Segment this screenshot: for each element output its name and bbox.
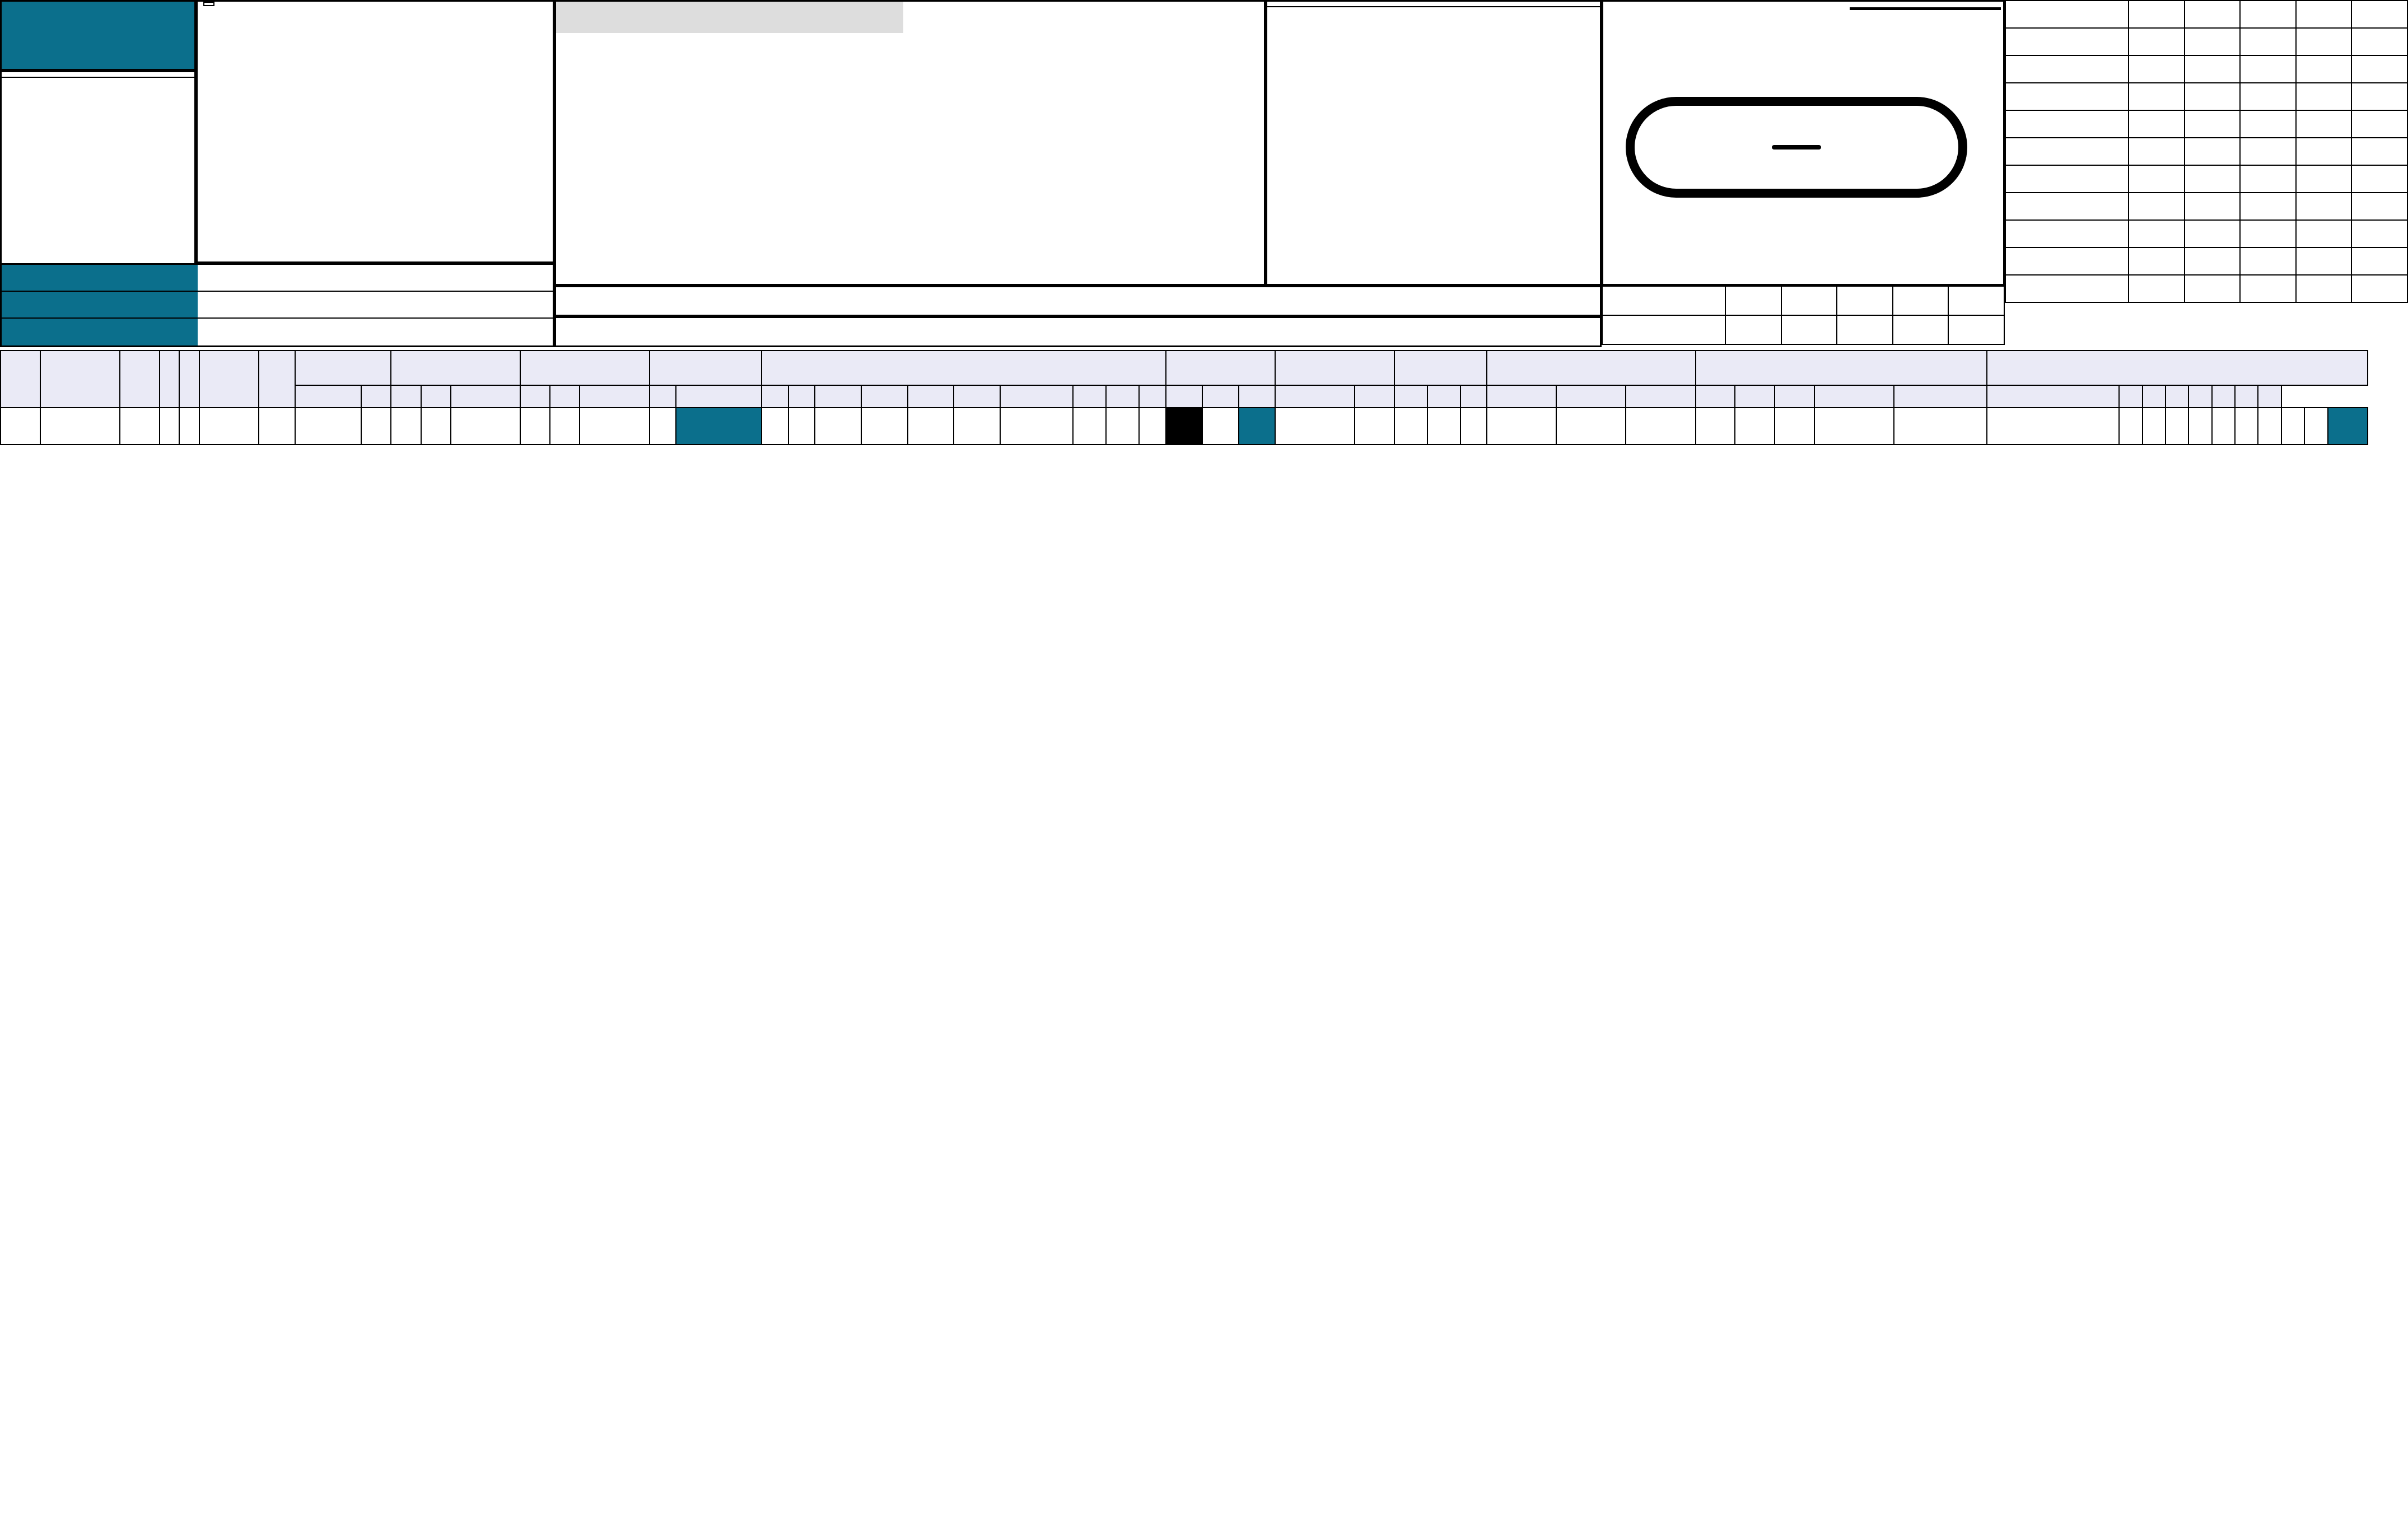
picks-box <box>196 0 554 263</box>
expert-pick <box>2185 275 2241 302</box>
expert-pick <box>1725 315 1781 344</box>
expert-pick <box>2129 220 2185 247</box>
expert-pick <box>2296 247 2352 275</box>
rec-label-1 <box>2 265 198 291</box>
expert-pick <box>2240 55 2296 83</box>
expert-pick <box>2185 55 2241 83</box>
sub-header <box>391 385 421 408</box>
expert-pick <box>2129 138 2185 165</box>
style-icons <box>1267 7 1581 59</box>
target-payout <box>903 2 1264 33</box>
cell- <box>2143 408 2166 445</box>
expert-pick <box>2240 247 2296 275</box>
column-header <box>259 351 295 408</box>
sub-header <box>762 385 788 408</box>
sub-header <box>908 385 954 408</box>
expert-pick <box>2351 275 2407 302</box>
column-header <box>1275 351 1394 385</box>
cell-best <box>1000 408 1073 445</box>
subheader-row <box>1 385 2407 408</box>
expert-row <box>2005 193 2407 220</box>
cell-a2 <box>421 408 451 445</box>
expert-name <box>2005 275 2129 302</box>
target-race-box <box>554 0 1266 286</box>
sub-header <box>1394 385 1427 408</box>
cell-r2 <box>361 408 391 445</box>
cell- <box>762 408 788 445</box>
expert-pick <box>2129 110 2185 138</box>
star-row <box>2 78 194 82</box>
sub-header <box>1202 385 1239 408</box>
expert-pick <box>1948 315 2004 344</box>
column-header <box>40 351 120 408</box>
cell-b1 <box>520 408 550 445</box>
expert-pick <box>2296 165 2352 193</box>
expert-name <box>2005 28 2129 55</box>
cell-c3 <box>1239 408 1275 445</box>
expert-name <box>2005 193 2129 220</box>
expert-pick <box>2351 193 2407 220</box>
expert-name <box>2005 1 2129 28</box>
expert-pick <box>1725 286 1781 315</box>
expert-name <box>2005 247 2129 275</box>
expert-pick <box>2296 220 2352 247</box>
expert-row <box>2005 110 2407 138</box>
sub-header <box>676 385 762 408</box>
expert-pick <box>2185 247 2241 275</box>
cell-name <box>40 408 120 445</box>
cell- <box>1775 408 1814 445</box>
sub-header <box>1894 385 1987 408</box>
track-oval <box>1626 97 1967 198</box>
sub-header <box>1000 385 1073 408</box>
expert-pick <box>2129 275 2185 302</box>
cell- <box>2328 408 2368 445</box>
cell-r1 <box>295 408 361 445</box>
expert-pick <box>2351 28 2407 55</box>
sub-header <box>954 385 1000 408</box>
expert-pick <box>2185 110 2241 138</box>
table-row <box>1 408 2407 445</box>
track-distance-label <box>1772 145 1821 150</box>
main-table <box>0 350 2408 445</box>
cell- <box>1275 408 1355 445</box>
sub-header <box>1987 385 2119 408</box>
cell-c1 <box>1166 408 1202 445</box>
cell- <box>861 408 908 445</box>
main-grid <box>0 350 2408 944</box>
sub-header <box>1355 385 1394 408</box>
sub-header <box>861 385 908 408</box>
sub-header <box>1487 385 1556 408</box>
expert-pick <box>2296 83 2352 110</box>
expert-pick <box>2296 28 2352 55</box>
expert-pick <box>1837 286 1893 315</box>
expert-row <box>1602 315 2004 344</box>
cell-wt <box>1106 408 1139 445</box>
cell-a1 <box>391 408 421 445</box>
sub-header <box>2166 385 2188 408</box>
expert-pick <box>2351 1 2407 28</box>
expert-row <box>2005 220 2407 247</box>
sub-header <box>451 385 520 408</box>
expert-pick <box>1948 286 2004 315</box>
expert-pick <box>2240 28 2296 55</box>
cell-b2 <box>550 408 580 445</box>
expert-pick <box>2129 193 2185 220</box>
column-header <box>295 351 391 385</box>
expert-pick <box>2296 193 2352 220</box>
high-dividend <box>198 2 553 6</box>
sub-header <box>2188 385 2211 408</box>
rec-row-3 <box>2 319 553 345</box>
cell- <box>2166 408 2188 445</box>
expert-pick <box>1781 286 1837 315</box>
expert-pick <box>2351 165 2407 193</box>
cell- <box>788 408 815 445</box>
cell-f1 <box>1394 408 1427 445</box>
expert-pick <box>2240 193 2296 220</box>
cell- <box>2258 408 2281 445</box>
expert-pick <box>2296 110 2352 138</box>
expert-name <box>2005 83 2129 110</box>
cell-s1f <box>676 408 762 445</box>
cell-sex <box>160 408 179 445</box>
cell- <box>954 408 1000 445</box>
target-race-text <box>563 38 1268 194</box>
target-race-title <box>556 2 903 33</box>
expert-pick <box>1837 315 1893 344</box>
cell-age <box>179 408 199 445</box>
expert-pick <box>2129 1 2185 28</box>
rec-label-2 <box>2 292 198 317</box>
sub-header <box>1073 385 1106 408</box>
expert-row <box>2005 83 2407 110</box>
expert-pick <box>2185 165 2241 193</box>
sub-header <box>295 385 361 408</box>
pace-row <box>554 316 1602 347</box>
expert-pick <box>2185 28 2241 55</box>
expert-name <box>2005 220 2129 247</box>
experts-box <box>2005 0 2408 347</box>
expert-pick <box>2351 55 2407 83</box>
cell-jockey <box>120 408 160 445</box>
expert-pick <box>1893 315 1949 344</box>
cell-f3 <box>1460 408 1487 445</box>
expert-pick <box>2240 83 2296 110</box>
rec-rows <box>0 263 554 347</box>
cell- <box>1987 408 2119 445</box>
sub-header <box>1166 385 1202 408</box>
column-header <box>650 351 762 385</box>
column-header <box>1696 351 1987 385</box>
expert-pick <box>2351 83 2407 110</box>
expert-pick <box>2185 220 2241 247</box>
sub-header <box>1626 385 1695 408</box>
style-box <box>1266 0 1602 286</box>
expert-name <box>1602 286 1725 315</box>
sub-header <box>2143 385 2166 408</box>
sub-header <box>1696 385 1735 408</box>
expert-name <box>2005 165 2129 193</box>
training-grid <box>0 946 2408 1532</box>
expert-pick <box>2351 247 2407 275</box>
expert-pick <box>2240 138 2296 165</box>
expert-row <box>2005 138 2407 165</box>
sub-header <box>1775 385 1814 408</box>
cell- <box>2119 408 2142 445</box>
cell- <box>2235 408 2258 445</box>
sub-header <box>815 385 861 408</box>
expert-pick <box>2351 138 2407 165</box>
expert-pick <box>2185 1 2241 28</box>
sub-header <box>520 385 550 408</box>
sub-header <box>2119 385 2142 408</box>
expert-name <box>2005 138 2129 165</box>
sub-header <box>421 385 451 408</box>
column-header <box>199 351 259 408</box>
cell- <box>2212 408 2235 445</box>
race-number-box <box>2 2 194 69</box>
column-header <box>1487 351 1695 385</box>
expert-pick <box>1781 315 1837 344</box>
expert-name <box>2005 55 2129 83</box>
header-row <box>1 351 2407 385</box>
sub-header <box>550 385 580 408</box>
cell-pp <box>1139 408 1165 445</box>
cell-c2 <box>1202 408 1239 445</box>
expert-pick <box>2129 83 2185 110</box>
expert-pick <box>2129 55 2185 83</box>
sub-header <box>1460 385 1487 408</box>
cell-no <box>1 408 40 445</box>
cell-ai <box>2304 408 2327 445</box>
cell- <box>2281 408 2304 445</box>
expert-row <box>2005 247 2407 275</box>
sub-header <box>1735 385 1775 408</box>
cell- <box>908 408 954 445</box>
cell-rk <box>1894 408 1987 445</box>
expert-name <box>1602 315 1725 344</box>
expert-row <box>1602 286 2004 315</box>
sub-header <box>2235 385 2258 408</box>
column-header <box>179 351 199 408</box>
cell-hw <box>1073 408 1106 445</box>
extra-experts <box>1602 286 2005 347</box>
column-header <box>1394 351 1487 385</box>
prize-row <box>554 286 1602 316</box>
expert-pick <box>2240 275 2296 302</box>
column-header <box>160 351 179 408</box>
column-header <box>1987 351 2368 385</box>
sub-header <box>361 385 391 408</box>
expert-pick <box>2296 55 2352 83</box>
sub-header <box>1106 385 1139 408</box>
style-legend <box>1267 2 1600 7</box>
expert-pick <box>2129 165 2185 193</box>
expert-pick <box>2351 110 2407 138</box>
expert-pick <box>2185 138 2241 165</box>
cell-avg <box>451 408 520 445</box>
expert-pick <box>2351 220 2407 247</box>
track-box <box>1602 0 2005 286</box>
expert-row <box>2005 1 2407 28</box>
target-range <box>2 72 194 78</box>
cell-wc <box>259 408 295 445</box>
expert-row <box>2005 55 2407 83</box>
records-label <box>1851 8 2000 9</box>
sub-header <box>1239 385 1275 408</box>
experts-table <box>2005 0 2408 303</box>
sub-header <box>1556 385 1626 408</box>
sub-header <box>2258 385 2281 408</box>
column-header <box>120 351 160 408</box>
rec-label-3 <box>2 319 198 345</box>
cell- <box>1556 408 1626 445</box>
sub-header <box>1139 385 1165 408</box>
column-header <box>1 351 40 408</box>
column-header <box>1166 351 1275 385</box>
cell-fin <box>1814 408 1894 445</box>
sub-header <box>1427 385 1460 408</box>
cell- <box>1626 408 1695 445</box>
sub-header <box>580 385 649 408</box>
rec-row-2 <box>2 292 553 319</box>
cell- <box>650 408 676 445</box>
records-box <box>1850 7 2001 10</box>
cell- <box>2188 408 2211 445</box>
expert-pick <box>2240 1 2296 28</box>
expert-pick <box>2129 247 2185 275</box>
cell-f2 <box>1427 408 1460 445</box>
cell- <box>1735 408 1775 445</box>
column-header <box>762 351 1165 385</box>
expert-pick <box>2296 1 2352 28</box>
expert-pick <box>1893 286 1949 315</box>
expert-pick <box>2240 110 2296 138</box>
column-header <box>520 351 650 385</box>
expert-row <box>2005 28 2407 55</box>
expert-pick <box>2185 193 2241 220</box>
cell- <box>1355 408 1394 445</box>
target-race-header <box>556 2 1264 33</box>
expert-name <box>2005 110 2129 138</box>
expert-pick <box>2296 138 2352 165</box>
cell-in2 <box>580 408 649 445</box>
expert-pick <box>2185 83 2241 110</box>
column-header <box>391 351 520 385</box>
cell- <box>1696 408 1735 445</box>
expert-row <box>2005 275 2407 302</box>
cell- <box>815 408 861 445</box>
expert-pick <box>2240 165 2296 193</box>
cell-w <box>199 408 259 445</box>
expert-pick <box>2129 28 2185 55</box>
sub-header <box>650 385 676 408</box>
expert-pick <box>2296 275 2352 302</box>
sub-header <box>1275 385 1355 408</box>
sub-header <box>788 385 815 408</box>
sub-header <box>2212 385 2235 408</box>
rec-row-1 <box>2 265 553 292</box>
expert-pick <box>2240 220 2296 247</box>
cell-d1 <box>1487 408 1556 445</box>
sub-header <box>1814 385 1894 408</box>
expert-row <box>2005 165 2407 193</box>
